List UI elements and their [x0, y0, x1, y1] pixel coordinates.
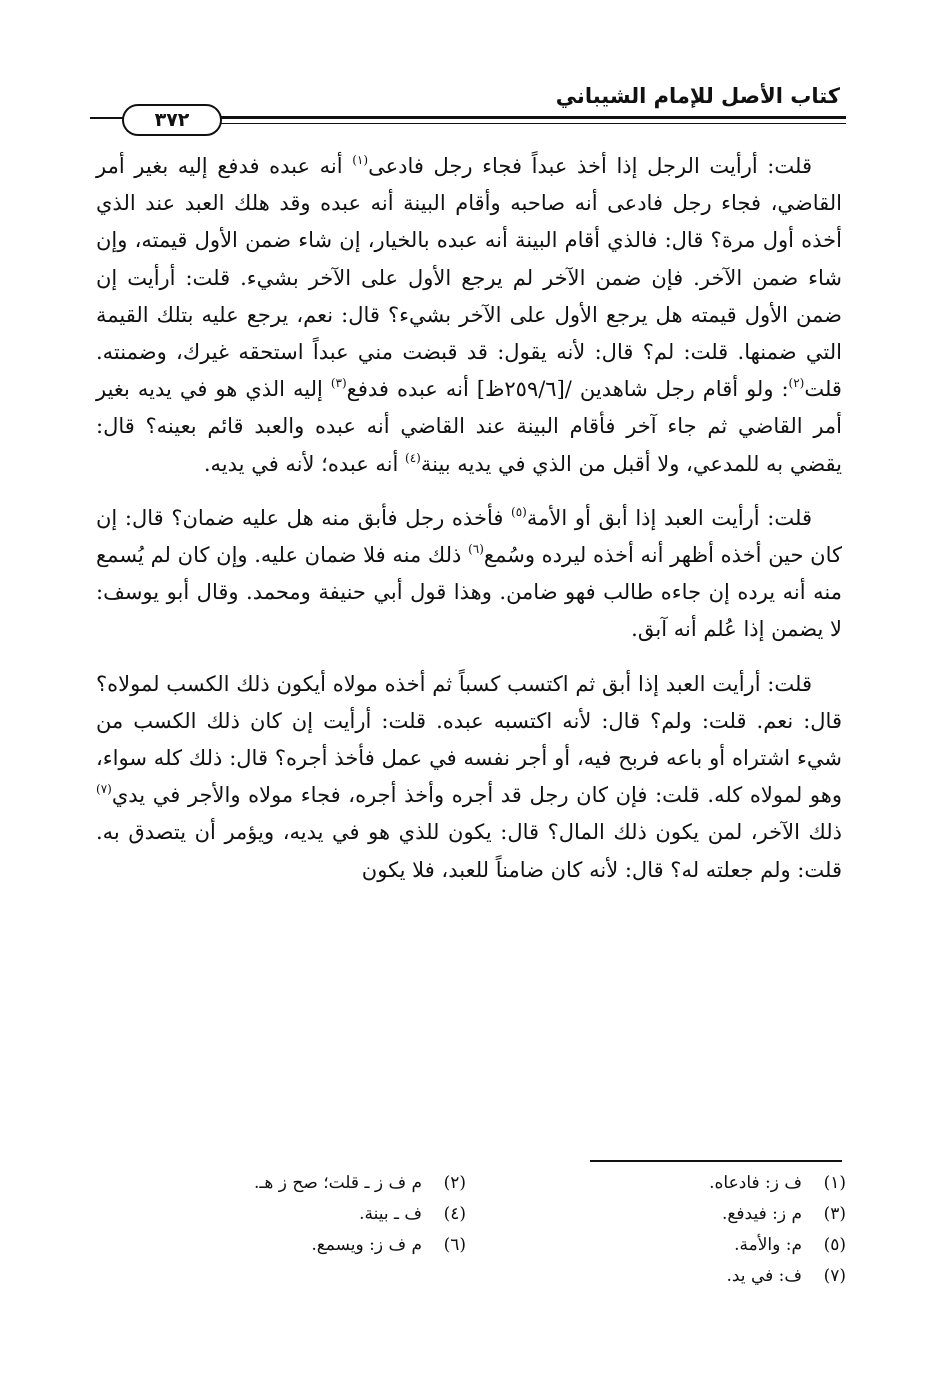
footnote [146, 1199, 466, 1230]
footnote-text: ف ـ بينة. [359, 1204, 422, 1224]
footnote-text: م: والأمة. [734, 1235, 802, 1255]
footnote [146, 1168, 466, 1199]
footnote-text: م ف ز ـ قلت؛ صح ز هـ. [254, 1173, 422, 1193]
footnote-number: (٤) [443, 1204, 466, 1224]
footnote-number: (٦) [443, 1235, 466, 1255]
footnote-text: م ز: فيدفع. [721, 1204, 802, 1224]
footnote-marker: (٣) [330, 376, 347, 391]
paragraph [96, 500, 842, 649]
footnote [546, 1199, 846, 1230]
paragraph-text: ذلك منه فلا ضمان عليه. وإن كان لم يُسمع منه أنه يرده إن جاءه طالب فهو ضامن. وهذا قول أبي حنيفة ومحمد. وقال أبو يوسف: لا يضمن إذا عُلم أنه آبق. [96, 543, 842, 642]
footnote-number: (١) [823, 1173, 846, 1193]
page-number: ٣٧٢ [122, 104, 222, 136]
footnote [546, 1230, 846, 1261]
paragraph-text: : ولو أقام رجل شاهدين /[٢٥٩/٦ظ] أنه عبده فدفع [346, 377, 789, 402]
footnote [546, 1168, 846, 1199]
header-rule-left [90, 117, 124, 119]
paragraph-text: قلت: أرأيت الرجل إذا أخذ عبداً فجاء رجل فادعى [368, 154, 812, 178]
paragraph-text: ذلك الآخر، لمن يكون ذلك المال؟ قال: يكون للذي هو في يديه، ويؤمر أن يتصدق به. قلت: ولم جعلته له؟ قال: لأنه كان ضامناً للعبد، فلا يكون [96, 820, 842, 882]
book-title: كتاب الأصل للإمام الشيباني [555, 84, 840, 108]
main-text [96, 148, 842, 906]
footnotes-right-column [546, 1168, 846, 1292]
footnote [546, 1261, 846, 1292]
footnote-number: (٣) [823, 1204, 846, 1224]
paragraph-text: أنه عبده فدفع إليه بغير أمر القاضي، فجاء رجل فادعى أنه صاحبه وأقام البينة أنه عبده وقد هلك العبد عند الذي أخذه أول مرة؟ قال: فالذي أقام البينة أنه عبده بالخيار، إن شاء ضمن الأول قيمته، وإن شاء ضمن الآخر. فإن ضمن الآخر لم يرجع الأول على الآخر بشيء. قلت: أرأيت إن ضمن الأول قيمته هل يرجع الأول على الآخر بشيء؟ قال: نعم، يرجع عليه بتلك القيمة التي ضمنها. قلت: لم؟ قال: لأنه يقول: قد قبضت مني عبداً استحقه غيرك، وضمنته. قلت [96, 154, 842, 402]
footnote-marker: (٥) [511, 504, 527, 519]
footnote-marker: (١) [352, 153, 369, 167]
footnote-text: ف ز: فادعاه. [709, 1173, 802, 1193]
footnote-text: م ف ز: ويسمع. [311, 1235, 422, 1255]
footnote [146, 1230, 466, 1261]
footnotes-left-column [146, 1168, 466, 1261]
paragraph [96, 148, 842, 483]
paragraph-text: إليه الذي هو في يديه بغير أمر القاضي ثم جاء آخر فأقام البينة عند القاضي أنه عبده والعبد قائم بعينه؟ قال: يقضي به للمدعي، ولا أقبل من الذي في يديه بينة [96, 377, 842, 476]
paragraph [96, 666, 842, 889]
footnote-marker: (٤) [405, 450, 421, 465]
running-header [90, 78, 846, 138]
footnote-rule [590, 1160, 842, 1162]
footnote-number: (٥) [823, 1235, 846, 1255]
footnote-marker: (٢) [788, 376, 805, 391]
paragraph-text: فأخذه رجل فأبق منه هل عليه ضمان؟ قال: إن كان حين أخذه أظهر أنه أخذه ليرده وسُمع [96, 505, 842, 568]
footnote-marker: (٧) [96, 782, 112, 797]
footnote-marker: (٦) [468, 542, 484, 557]
paragraph-text: قلت: أرأيت العبد إذا أبق أو الأمة [526, 505, 812, 530]
footnote-text: ف: في يد. [726, 1266, 802, 1286]
footnote-number: (٢) [443, 1173, 466, 1193]
paragraph-text: قلت: أرأيت العبد إذا أبق ثم اكتسب كسباً ثم أخذه مولاه أيكون ذلك الكسب لمولاه؟ قال: نعم. قلت: ولم؟ قال: لأنه اكتسبه عبده. قلت: أرأيت إن كان ذلك الكسب من شيء اشتراه أو باعه فربح فيه، أو أجر نفسه في عمل فأخذ أجره؟ قال: ذلك كله سواء، وهو لمولاه كله. قلت: فإن كان رجل قد أجره وأخذ أجره، فجاء مولاه والأجر في يدي [96, 671, 842, 808]
paragraph-text: أنه عبده؛ لأنه في يديه. [203, 451, 406, 476]
header-rule-thin [218, 123, 846, 124]
footnote-number: (٧) [823, 1266, 846, 1286]
header-rule [218, 116, 846, 119]
